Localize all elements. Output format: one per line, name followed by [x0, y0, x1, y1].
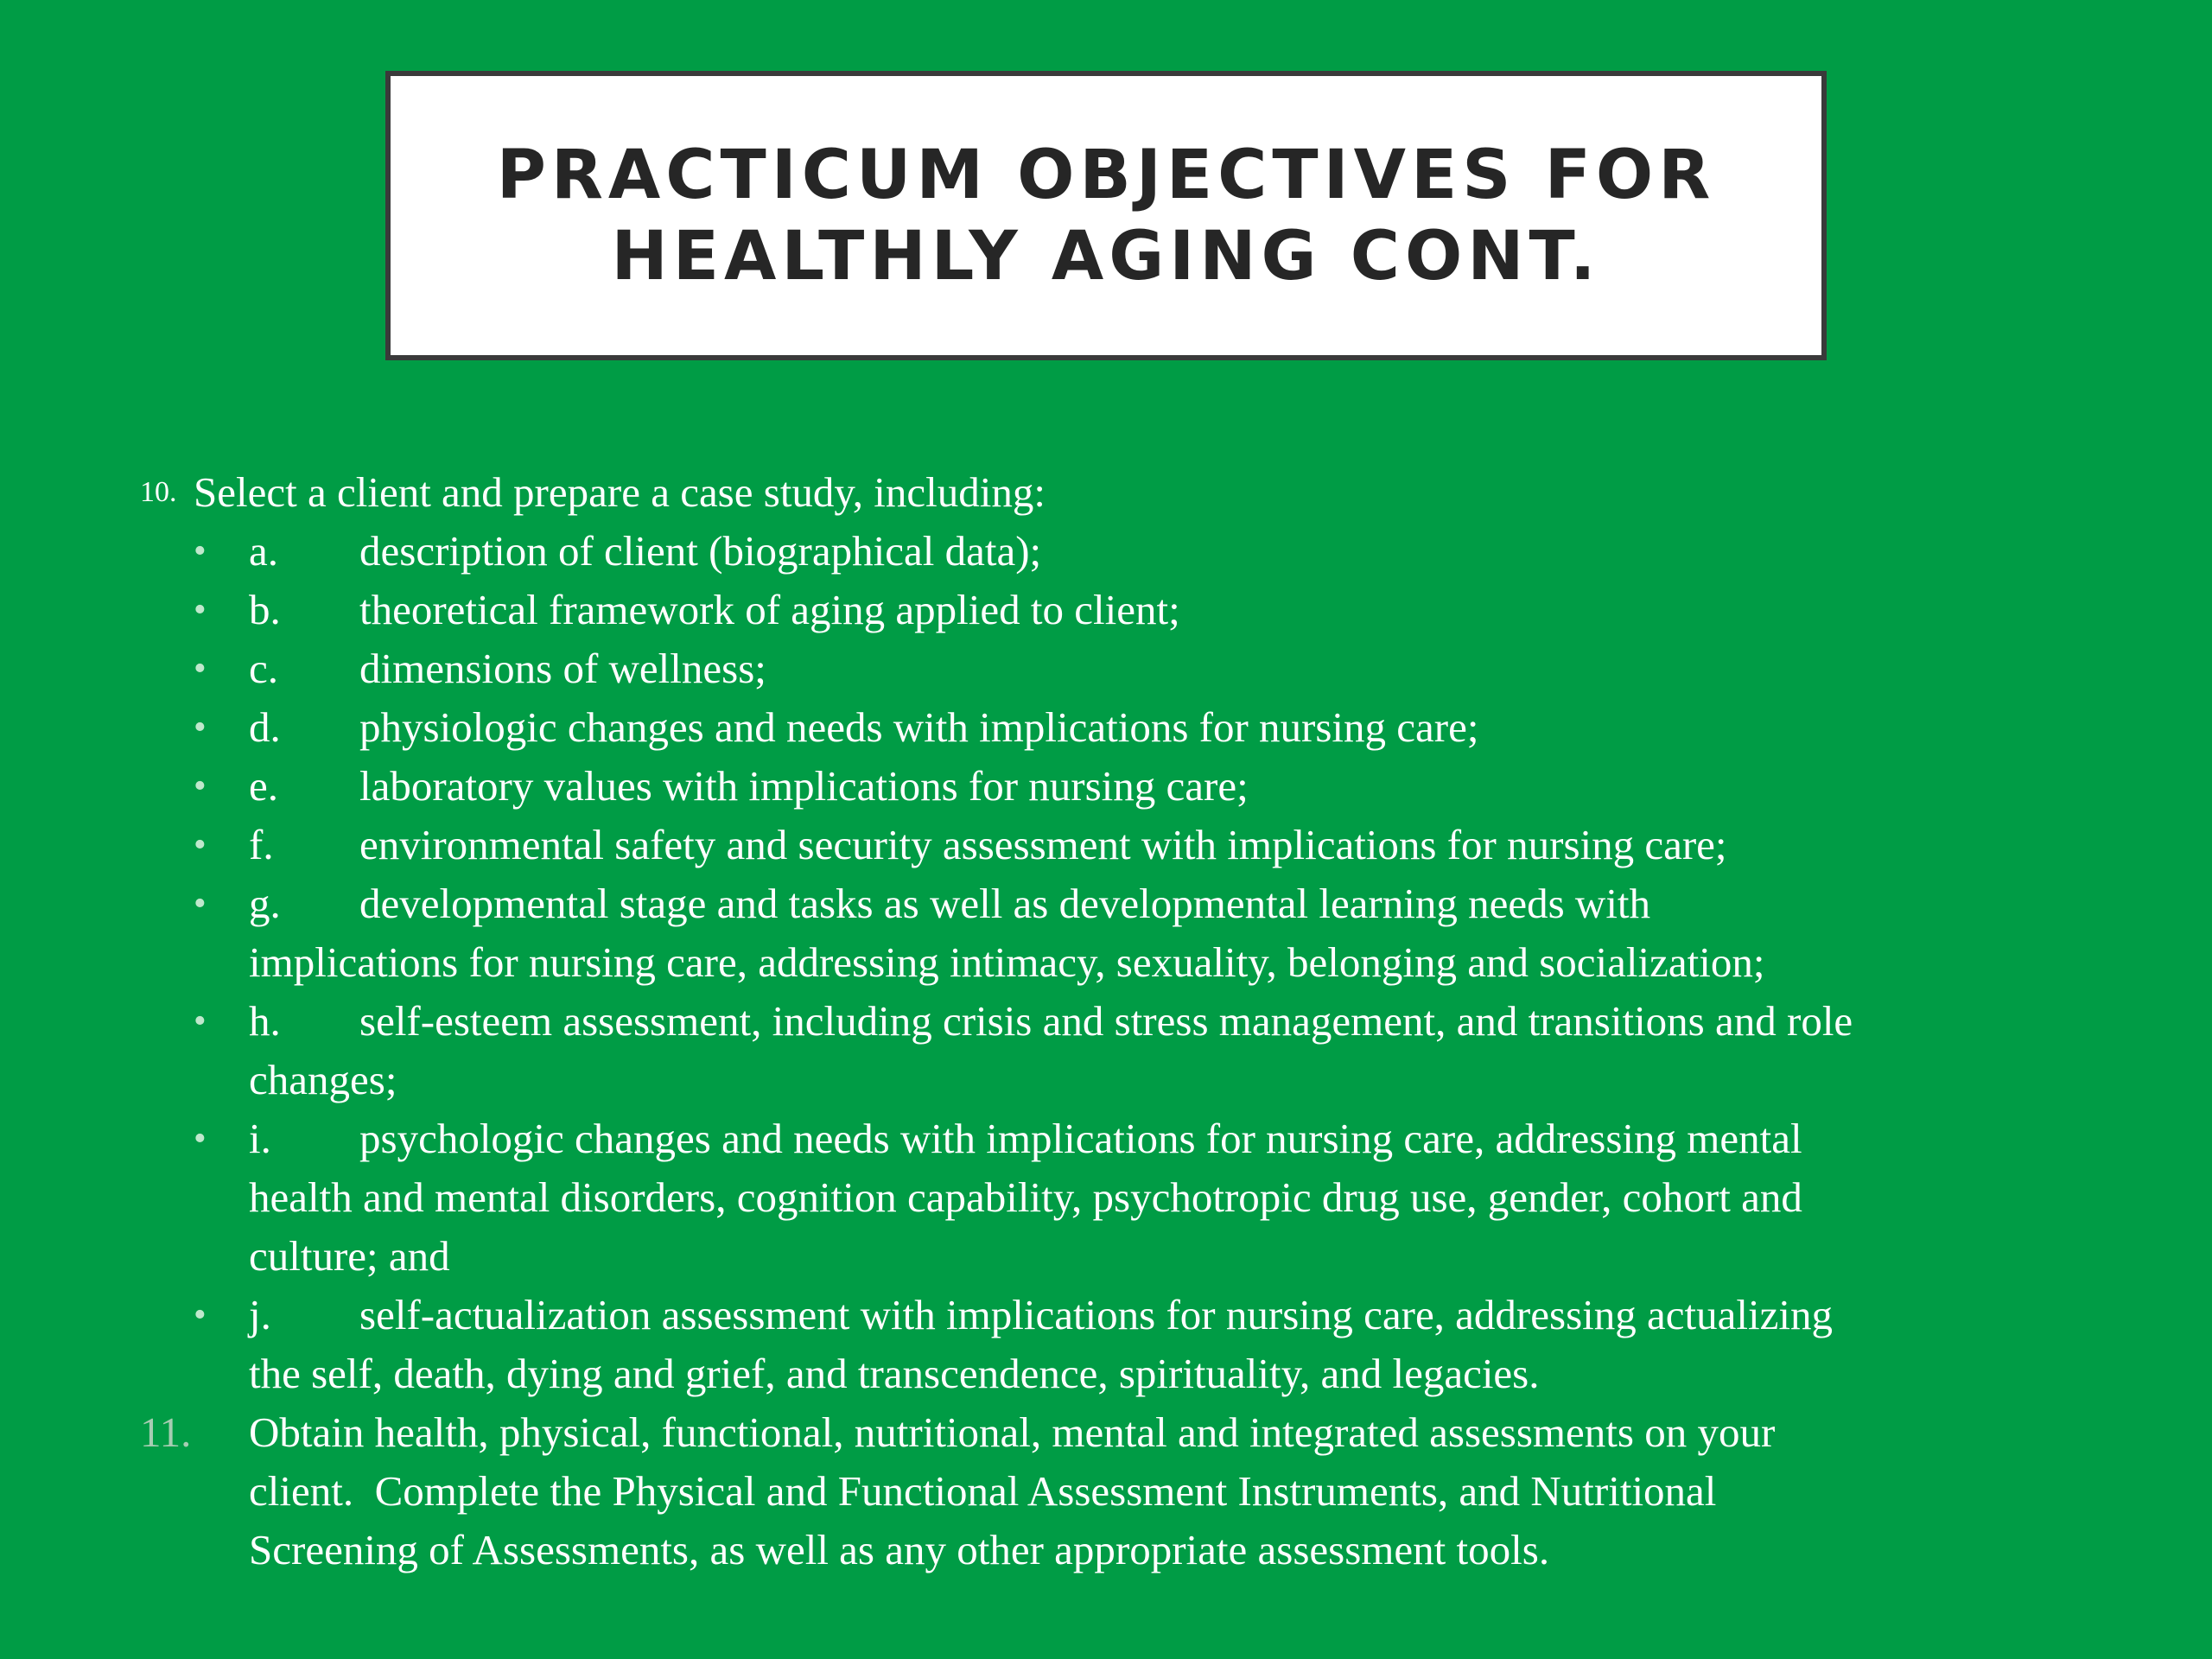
title-line-2: HEALTHLY AGING CONT. — [611, 217, 1601, 296]
subitem-text-line: psychologic changes and needs with implications for nursing care, addressing mental — [359, 1115, 1802, 1162]
subitem-text-line: changes; — [249, 1056, 397, 1103]
subitem — [0, 698, 2212, 757]
subitem-text-line: the self, death, dying and grief, and transcendence, spirituality, and legacies. — [249, 1350, 1540, 1397]
subitem-text-line: self-actualization assessment with implications for nursing care, addressing actualizing — [359, 1291, 1833, 1338]
title-line-1: PRACTICUM OBJECTIVES FOR — [496, 136, 1716, 214]
subitem — [0, 874, 2212, 992]
bullet-icon: • — [194, 1001, 207, 1041]
subitem-text-line: implications for nursing care, addressing intimacy, sexuality, belonging and socialization; — [249, 938, 1765, 986]
item-11-text-line: Obtain health, physical, functional, nutritional, mental and integrated assessments on your — [249, 1408, 1776, 1456]
subitem — [0, 992, 2212, 1109]
subitem — [0, 816, 2212, 874]
subitem-letter: a. — [249, 527, 278, 575]
item-11-text-line: Screening of Assessments, as well as any other appropriate assessment tools. — [249, 1526, 1550, 1573]
title-box — [385, 71, 1827, 360]
subitem-letter: f. — [249, 821, 274, 868]
subitem-text-line: developmental stage and tasks as well as developmental learning needs with — [359, 880, 1651, 927]
item-11 — [0, 1403, 2212, 1580]
bullet-icon: • — [194, 1295, 207, 1335]
bullet-icon: • — [194, 825, 207, 865]
subitem-letter: h. — [249, 997, 281, 1045]
bullet-icon: • — [194, 590, 207, 630]
item-10-number: 10. — [140, 476, 177, 508]
item-10-text: Select a client and prepare a case study, including: — [194, 468, 1046, 516]
subitem-letter: d. — [249, 703, 281, 751]
item-11-text-line: client. Complete the Physical and Functional Assessment Instruments, and Nutritional — [249, 1467, 1717, 1515]
subitem-letter: e. — [249, 762, 278, 810]
bullet-icon: • — [194, 531, 207, 571]
subitem — [0, 1286, 2212, 1403]
bullet-icon: • — [194, 766, 207, 806]
bullet-icon: • — [194, 884, 207, 924]
subitem — [0, 581, 2212, 639]
subitem-text-line: description of client (biographical data); — [359, 527, 1042, 575]
subitem — [0, 757, 2212, 816]
subitem-letter: b. — [249, 586, 281, 633]
item-11-number: 11. — [140, 1408, 192, 1456]
item-10-header — [0, 463, 2212, 522]
subitem-text-line: laboratory values with implications for nursing care; — [359, 762, 1249, 810]
subitem-text-line: health and mental disorders, cognition capability, psychotropic drug use, gender, cohort and — [249, 1173, 1802, 1221]
subitem-text-line: environmental safety and security assessment with implications for nursing care; — [359, 821, 1727, 868]
subitem — [0, 639, 2212, 698]
subitem-text-line: culture; and — [249, 1232, 450, 1280]
subitem-letter: j. — [249, 1291, 271, 1338]
bullet-icon: • — [194, 1119, 207, 1159]
subitem — [0, 522, 2212, 581]
subitem-text-line: physiologic changes and needs with implications for nursing care; — [359, 703, 1479, 751]
subitem-text-line: dimensions of wellness; — [359, 645, 766, 692]
subitem — [0, 1109, 2212, 1286]
subitem-text-line: theoretical framework of aging applied to client; — [359, 586, 1180, 633]
subitem-letter: g. — [249, 880, 281, 927]
subitem-list — [0, 522, 2212, 1403]
subitem-letter: i. — [249, 1115, 271, 1162]
subitem-text-line: self-esteem assessment, including crisis and stress management, and transitions and role — [359, 997, 1853, 1045]
subitem-letter: c. — [249, 645, 278, 692]
objectives-list — [0, 463, 2212, 1580]
bullet-icon: • — [194, 649, 207, 689]
bullet-icon: • — [194, 708, 207, 747]
